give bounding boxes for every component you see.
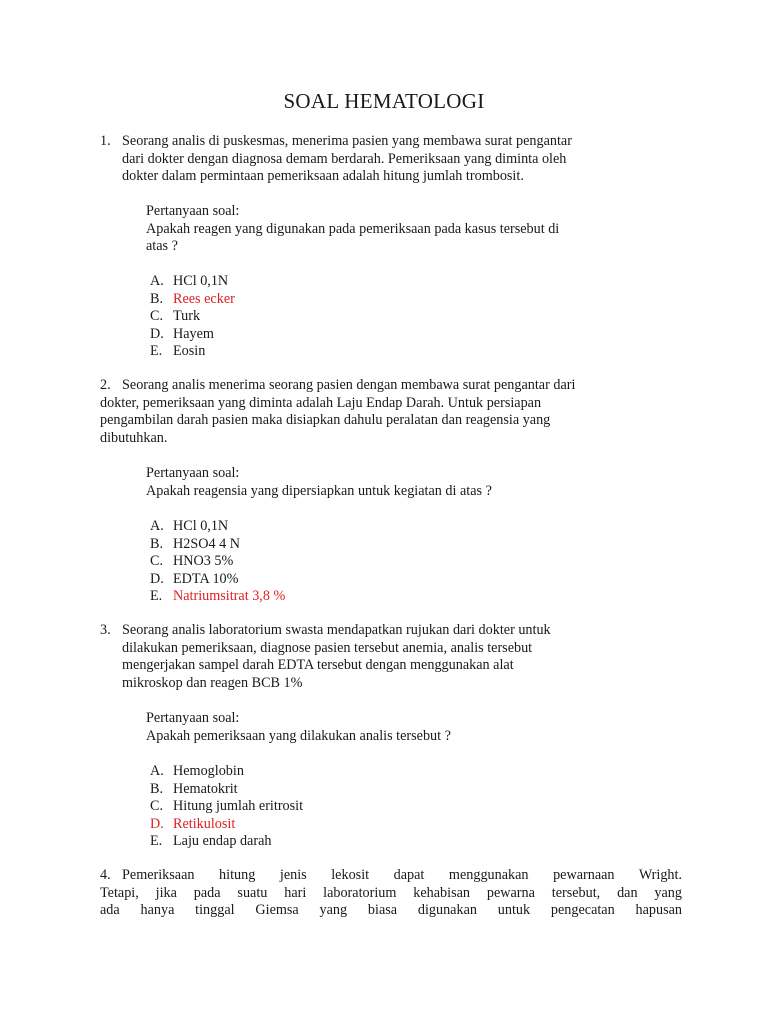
- prompt-label: Pertanyaan soal:: [146, 465, 240, 481]
- question-text: Seorang analis menerima seorang pasien dengan membawa surat pengantar dari dokter, pemeriksaan yang diminta adalah Laju Endap Darah. Untuk persiapan pengambilan darah pasien maka disiapkan dahulu peralatan dan reagensia yang dibutuhkan.: [100, 377, 576, 446]
- question-text: Pemeriksaan hitung jenis lekosit dapat menggunakan pewarnaan Wright. Tetapi, jika pada suatu hari laboratorium kehabisan pewarna tersebut, dan yang ada hanya tinggal Giemsa yang biasa digunakan untuk pengecatan hapusan: [100, 867, 682, 919]
- document-page: SOAL HEMATOLOGI 1. Seorang analis di puskesmas, menerima pasien yang membawa surat pengantar dari dokter dengan diagnosa demam berdarah. Pemeriksaan yang diminta oleh dokter dalam permintaan pemeriksaan adalah hitung jumlah trombosit. Pertanyaan soal: Apakah reagen yang digunakan pada pemeriksaan pada kasus tersebut di atas ? A. HCl 0,1N B. Rees ecker C. Turk D. Hayem E. Eosin 2. Seorang analis menerima seorang pasien dengan membawa surat pengantar dari dokter, pemeriksaan yang diminta adalah Laju Endap Darah. Untuk persiapan pengambilan darah pasien maka disiapkan dahulu peralatan dan reagensia yang dibutuhkan. Pertanyaan soal: Apakah reagensia yang dipersiapkan untuk kegiatan di atas ? A. HCl 0,1N B. H2SO4 4 N C. HNO3 5% D. EDTA 10% E. Natriumsitrat 3,8 % 3. Seorang analis laboratorium swasta mendapatkan rujukan dari dokter untuk dilakukan pemeriksaan, diagnose pasien tersebut anemia, analis tersebut mengerjakan sampel darah EDTA tersebut dengan menggunakan alat mikroskop dan reagen BCB 1% Pertanyaan soal: Apakah pemeriksaan yang dilakukan analis tersebut ? A. Hemoglobin B. Hematokrit C. Hitung jumlah eritrosit D. Retikulosit E. Laju endap darah 4. Pemeriksaan hitung jenis lekosit dapat menggunakan pewarnaan Wright. Tetapi, jika pada suatu hari laboratorium kehabisan pewarna tersebut, dan yang ada hanya tinggal Giemsa yang biasa digunakan untuk pengecatan hapusan: [0, 0, 768, 1024]
- question-2: [100, 377, 682, 447]
- question-number: 3.: [100, 622, 111, 638]
- prompt-label: Pertanyaan soal:: [146, 203, 240, 219]
- page-title: SOAL HEMATOLOGI: [283, 89, 485, 113]
- question-number: 4.: [100, 867, 111, 883]
- question-1: [100, 133, 682, 186]
- question-number: 2.: [100, 377, 111, 393]
- question-text: Seorang analis di puskesmas, menerima pasien yang membawa surat pengantar dari dokter dengan diagnosa demam berdarah. Pemeriksaan yang diminta oleh dokter dalam permintaan pemeriksaan adalah hitung jumlah trombosit.: [122, 133, 572, 185]
- question-4: [100, 867, 682, 920]
- question-prompt: Pertanyaan soal: Apakah reagensia yang dipersiapkan untuk kegiatan di atas ?: [146, 465, 676, 500]
- question-number: 1.: [100, 133, 111, 149]
- question-text: Seorang analis laboratorium swasta mendapatkan rujukan dari dokter untuk dilakukan pemeriksaan, diagnose pasien tersebut anemia, analis tersebut mengerjakan sampel darah EDTA tersebut dengan menggunakan alat mikroskop dan reagen BCB 1%: [122, 622, 551, 691]
- question-3: [100, 622, 682, 692]
- question-prompt: Pertanyaan soal: Apakah pemeriksaan yang dilakukan analis tersebut ?: [146, 710, 676, 745]
- question-prompt: Pertanyaan soal: Apakah reagen yang digunakan pada pemeriksaan pada kasus tersebut di atas ?: [146, 203, 676, 256]
- prompt-label: Pertanyaan soal:: [146, 710, 240, 726]
